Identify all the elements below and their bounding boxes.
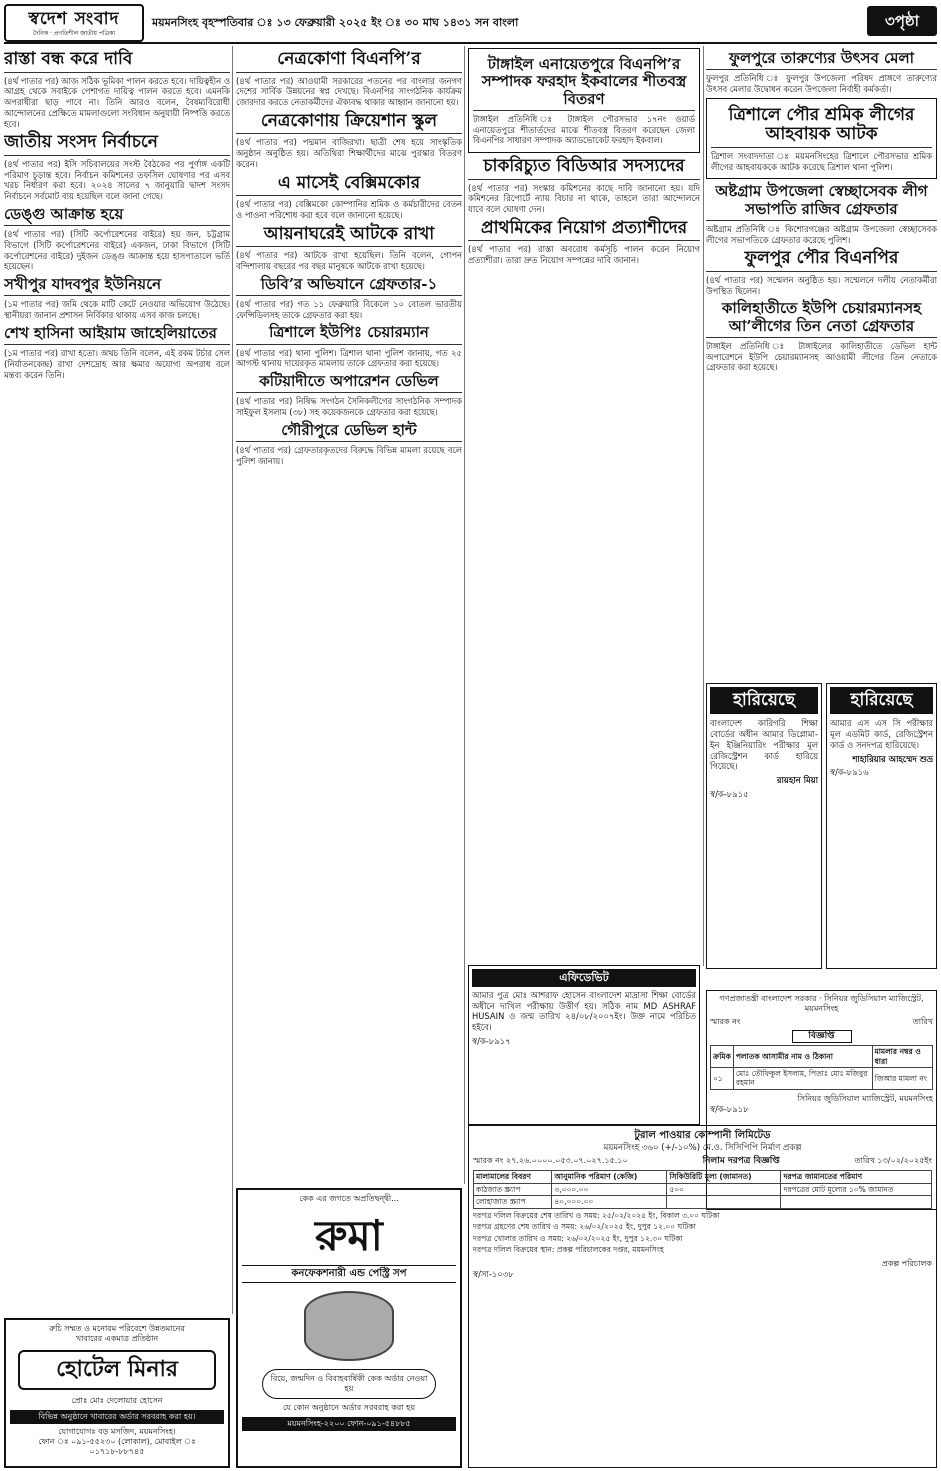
headline: জাতীয় সংসদ নির্বাচনে <box>4 133 230 156</box>
bakery-phone: ময়মনসিংহ-২২০০ ফোন-০৯১-৫৪৮৮৫ <box>242 1417 456 1431</box>
article-body: (৪র্থ পাতার পর) রাস্তা অবরোধ কর্মসূচি পালন করেন নিয়োগ প্রত্যাশীরা। তারা দ্রুত নিয়োগ সম্পন্নের দাবি জানান। <box>468 244 700 266</box>
headline: নেত্রকোণায় ক্রিয়েশান স্কুল <box>236 112 462 135</box>
table-row <box>711 1068 933 1090</box>
court-table <box>710 1045 933 1090</box>
table-cell: ৪০,০০০.০০ <box>552 1196 667 1208</box>
cake-image <box>304 1291 394 1361</box>
page-number: ৩পৃষ্ঠা <box>867 6 937 36</box>
column-1 <box>4 46 230 1314</box>
lost-notice-name: শাহারিয়ার আহম্মেদ শুভ্র <box>852 753 933 764</box>
lost-notice-name: রায়হান মিয়া <box>776 775 818 785</box>
table-cell <box>781 1196 932 1208</box>
bakery-name: রুমা <box>315 1211 383 1260</box>
lost-notice-title: হারিয়েছে <box>830 687 933 714</box>
table-cell: কাঠজাত স্ক্র্যাপ <box>474 1183 552 1195</box>
table-header-cell: আনুমানিক পরিমাণ (কেজি) <box>552 1171 667 1183</box>
column-3 <box>468 46 700 906</box>
headline: ডেঙ্গু আক্রান্ত হয়ে <box>4 206 230 226</box>
article-body: (৪র্থ পাতার পর) পদ্মমান বাজিরখা। ছাত্রী শেষ হয়ে সাংস্কৃতিক অনুষ্ঠান অনুষ্ঠিত হয়। অতিথিরা শিক্ষার্থীদের মাঝে পুরস্কার বিতরণ করেন। <box>236 137 462 169</box>
article-body: টাঙ্গাইল প্রতিনিধি ঃ টাঙ্গাইলের কালিহাতীতে ডেভিল হান্ট অপারেশনে ইউপি চেয়ারম্যানসহ আওয়ামী লীগের তিন নেতাকে গ্রেফতার করা হয়েছে। <box>706 340 937 373</box>
paper-tagline: দৈনিক · প্রগতিশীল জাতীয় পত্রিকা <box>33 29 115 37</box>
lost-notice <box>706 683 822 969</box>
article <box>236 112 462 170</box>
affidavit-ref: স্ব/ক-৮৯১৭ <box>472 1035 511 1046</box>
bakery-order: যে কোন অনুষ্ঠানে অর্ডার সরবরাহ করা হয় <box>282 1403 416 1412</box>
headline: কটিয়াদীতে অপারেশন ডেভিল <box>236 373 462 393</box>
headline: প্রাথমিকের নিয়োগ প্রত্যাশীদের <box>468 219 700 242</box>
lost-notice-ref: স্ব/ক-৮৯১৬ <box>830 767 869 778</box>
hotel-name: হোটেল মিনার <box>18 1350 216 1390</box>
table-header-cell: দরপত্র জামানতের পরিমাণ <box>781 1171 932 1183</box>
column-rule <box>464 46 465 1184</box>
bakery-advertisement <box>236 1188 462 1468</box>
article-body: (৪র্থ পাতার পর) সংস্কার কমিশনের কাছে দাবি জানানো হয়। যদি কমিশনের রিপোর্টে ন্যায় বিচার না থাকে, তাহলে তারা আন্দোলনে যাবে বলে ঘোষণা দেন। <box>468 182 700 215</box>
headline: ফুলপুর পৌর বিএনপির <box>706 249 937 272</box>
table-header <box>711 1046 933 1068</box>
ad-line: রুচি সম্মত ও মনোরম পরিবেশে উন্নতমানের <box>49 1324 185 1333</box>
table-header-cell: সিকিউরিটি মূল্য (জামানত) <box>667 1171 781 1183</box>
article <box>468 219 700 266</box>
paper-name: স্বদেশ সংবাদ <box>28 8 120 29</box>
article-body: (৪র্থ পাতার পর) বেক্সিমকো কোম্পানির শ্রমিক ও কর্মচারীদের বেতন ও পাওনা পরিশোধ করা হবে বলে জানানো হয়েছে। <box>236 199 462 220</box>
table-cell: লোহাজাত স্ক্র্যাপ <box>474 1196 552 1208</box>
article <box>706 249 937 296</box>
lost-notice-body: বাংলাদেশ কারিগরি শিক্ষা বোর্ডের অধীন আমার ডিপ্লোমা-ইন ইঞ্জিনিয়ারিং পরীক্ষার মূল রেজিস্ট্রেশন কার্ড হারিয়ে গিয়েছে। <box>710 718 818 772</box>
column-rule <box>703 46 704 966</box>
lost-notice <box>826 683 937 969</box>
headline: ত্রিশালে পৌর শ্রমিক লীগের আহবায়ক আটক <box>711 106 932 148</box>
article <box>706 183 937 245</box>
article <box>706 50 937 95</box>
article-body: ত্রিশাল সংবাদদাতা ঃ ময়মনসিংহের ত্রিশালে পৌরসভার শ্রমিক লীগের আহবায়ককে আটক করেছে ত্রিশাল থানা পুলিশ। <box>711 150 932 172</box>
article-body: (৪র্থ পাতার পর) গ্রেফতারকৃতদের বিরুদ্ধে বিভিন্ন মামলা রয়েছে বলে পুলিশ জানায়। <box>236 445 462 466</box>
headline: শেখ হাসিনা আইয়াম জাহেলিয়াতের <box>4 325 230 345</box>
article <box>706 300 937 373</box>
hotel-advertisement <box>4 1318 230 1468</box>
headline: গৌরীপুরে ডেভিল হান্ট <box>236 422 462 442</box>
table-header-cell: পলাতক আসামীর নাম ও ঠিকানা <box>733 1046 872 1068</box>
table-cell: দরপত্রের মোট মূল্যের ১০% জামানত <box>781 1183 932 1195</box>
headline: ফুলপুরে তারুণ্যের উৎসব মেলা <box>706 50 937 70</box>
table-cell <box>667 1196 781 1208</box>
article <box>4 325 230 381</box>
article <box>236 50 462 108</box>
article-body: (১ম পাতার পর) জমি থেকে মাটি কেটে নেওয়ার অভিযোগ উঠেছে। স্থানীয়রা জানান প্রশাসন নির্বিকার থাকায় এসব কাজ চলছে। <box>4 299 230 321</box>
article <box>236 324 462 369</box>
tender-ref: স্ব/সা-১০৩৮ <box>473 1268 514 1279</box>
headline: ডিবি’র অভিযানে গ্রেফতার-১ <box>236 276 462 296</box>
article-body: অষ্টগ্রাম প্রতিনিধি ঃ কিশোরগঞ্জের অষ্টগ্রাম উপজেলা স্বেচ্ছাসেবক লীগের সভাপতিকে গ্রেফতার করেছে পুলিশ। <box>706 223 937 245</box>
table-cell: জিআর মামলা নং <box>872 1068 932 1090</box>
article-body: (৪র্থ পাতার পর) আটকে রাখা হয়েছিল। তিনি বলেন, গোপন বন্দিশালায় বছরের পর বছর মানুষকে আটকে রাখা হয়েছে। <box>236 250 462 271</box>
headline: আয়নাঘরেই আটকে রাখা <box>236 225 462 248</box>
headline: ত্রিশালে ইউপিঃ চেয়ারম্যান <box>236 324 462 344</box>
lost-notice-body: আমার এস এস সি পরীক্ষার মূল এডমিট কার্ড, রেজিস্ট্রেশন কার্ড ও সনদপত্র হারিয়েছে। <box>830 718 933 750</box>
ad-line: খাবারের একমাত্র প্রতিষ্ঠান <box>75 1334 159 1343</box>
affidavit-body: আমার পুত্র মোঃ আশরাফ হোসেন বাংলাদেশ মাদ্রাসা শিক্ষা বোর্ডের অধীনে দাখিল পরীক্ষায় উত্তীর্ণ হয়। সঠিক নাম MD ASHRAF HUSAIN ও জন্ম তারিখ ২৪/০৮/২০০৭ইং। উক্ত নামে পরিচিত হইবে। <box>472 989 696 1032</box>
article <box>468 157 700 215</box>
article <box>4 50 230 129</box>
tender-table <box>473 1170 932 1208</box>
court-ref: স্মারক নং <box>710 1017 741 1026</box>
court-ref-no: স্ব/ক-৮৯১৮ <box>710 1103 749 1114</box>
tender-note: দরপত্র গ্রহণের শেষ তারিখ ও সময়: ২৬/০২/২০২৫ ইং, দুপুর ১২.০০ ঘটিকা <box>473 1222 696 1232</box>
article <box>236 422 462 467</box>
article <box>236 174 462 221</box>
article <box>236 276 462 321</box>
table-header-cell: মামলার নম্বর ও ধারা <box>872 1046 932 1068</box>
table-header-cell: মালামালের বিবরণ <box>474 1171 552 1183</box>
column-rule <box>232 46 233 1314</box>
article-body: (৪র্থ পাতার পর) আজ সঠিক ভূমিকা পালন করতে হবে। দায়িত্বহীন ও আগ্রহ থেকে সবাইকে পেশাগত দায়িত্ব পালন করতে হবে। এমনকি অপরাধীরা ছাড় পাবে না। তিনি আরও বলেন, বৈষম্যবিরোধী আন্দোলনের প্রেক্ষিতে মামলাগুলো সংবিধান অনুযায়ী নিষ্পত্তি করতে হবে। <box>4 75 230 129</box>
tender-note: দরপত্র খোলার তারিখ ও সময়: ২৬/০২/২০২৫ ইং, দুপুর ১২.৩০ ঘটিকা <box>473 1233 683 1243</box>
article-body: (৪র্থ পাতার পর) গত ১১ ফেব্রুয়ারি বিকেলে ১০ বোতল ভারতীয় ফেন্সিডিলসহ তাকে গ্রেফতার করা হয়। <box>236 298 462 320</box>
headline: টাঙ্গাইল এনায়েতপুরে বিএনপি’র সম্পাদক ফরহাদ ইকবালের শীতবস্ত্র বিতরণ <box>473 56 695 111</box>
article <box>468 48 700 153</box>
article <box>4 133 230 202</box>
table-cell: ৫০০ <box>667 1183 781 1195</box>
table-row <box>474 1183 932 1195</box>
tender-title: নিলাম দরপত্র বিজ্ঞপ্তি <box>702 1156 780 1167</box>
table-row <box>474 1196 932 1208</box>
headline: অষ্টগ্রাম উপজেলা স্বেচ্ছাসেবক লীগ সভাপতি রাজিব গ্রেফতার <box>706 183 937 221</box>
article <box>706 98 937 180</box>
table-cell: ০১ <box>711 1068 734 1090</box>
article-body: (৪র্থ পাতার পর) নিষিদ্ধ সংগঠন সৈনিকলীগের সাংগঠনিক সম্পাদক সাইফুল ইসলাম (৩৮) সহ কয়েকজনকে গ্রেফতার করা হয়েছে। <box>236 396 462 418</box>
article <box>4 206 230 272</box>
newspaper-logo <box>4 4 144 42</box>
hotel-owner: প্রোঃ মোঃ দেলোয়ার হোসেন <box>71 1395 163 1405</box>
hotel-address: যোগাযোগঃ বড় মসজিদ, ময়মনসিংহ। <box>58 1426 176 1436</box>
tender-note: দরপত্র দলিল বিক্রয়ের শেষ তারিখ ও সময়: ২৫/০২/২০২৫ ইং, বিকাল ৩.০০ ঘটিকা <box>473 1210 720 1220</box>
bakery-quote: বিয়ে, জন্মদিন ও বিবাহবার্ষিকী কেক অর্ডার নেওয়া হয় <box>262 1369 436 1399</box>
article-body: (৪র্থ পাতার পর) থানা পুলিশ। ত্রিশাল থানা পুলিশ জানায়, গত ২৫ আগস্ট থানায় দায়েরকৃত মামলায় তাকে গ্রেফতার করা হয়েছে। <box>236 347 462 369</box>
court-signature: সিনিয়র জুডিসিয়াল ম্যাজিস্ট্রেট, ময়মনসিংহ <box>797 1093 933 1103</box>
lost-notice-ref: স্ব/ক-৮৯১৫ <box>710 788 749 799</box>
table-cell: মোঃ তৌফিকুল ইসলাম, পিতাঃ মোঃ মজিবুর রহমান <box>733 1068 872 1090</box>
article-body: (১ম পাতার পর) রাখা হতো। অথচ তিনি বলেন, এই রকম টর্চার সেল (নির্যাতনকেন্দ্র) রাখা দেশদ্রোহ আর ক্ষমার অযোগ্য অপরাধ বলে মন্তব্য করেন তিনি। <box>4 348 230 380</box>
affidavit-title: এফিডেভিট <box>472 969 696 987</box>
tender-meta <box>473 1156 932 1167</box>
tender-company: টুরাল পাওয়ার কোম্পানী লিমিটেড <box>634 1130 771 1141</box>
headline: এ মাসেই বেক্সিমকোর <box>236 174 462 197</box>
article <box>236 373 462 418</box>
tender-project: ময়মনসিংহ ৩৬০ (+/-১০%) মে.ও. সিসিপিপি নির্মাণ প্রকল্প <box>603 1142 802 1153</box>
headline: সখীপুর যাদবপুর ইউনিয়নে <box>4 276 230 296</box>
table-header-cell: ক্রমিক <box>711 1046 734 1068</box>
bakery-subtitle: কনফেকশনারী এন্ড পেস্ট্রি সপ <box>242 1265 456 1284</box>
headline: চাকরিচ্যুত বিডিআর সদস্যদের <box>468 157 700 180</box>
bakery-tagline: কেক এর জগতে অপ্রতিদ্বন্দ্বী... <box>299 1194 399 1203</box>
article-body: (৪র্থ পাতার পর) আওয়ামী সরকারের পতনের পর বাংলার জনগণ দেশের সার্বিক উন্নয়নের স্বপ্ন দেখছে। বিএনপির সাংগঠনিক কার্যক্রম জোরদার করতে নেতাকর্মীদের ঐক্যবদ্ধ থাকার আহ্বান জানানো হয়। <box>236 75 462 108</box>
article-body: ফুলপুর প্রতিনিধি ঃ ফুলপুর উপজেলা পরিষদ প্রাঙ্গণে তারুণ্যের উৎসব মেলার উদ্বোধন করেন উপজেলা নির্বাহী কর্মকর্তা। <box>706 73 937 94</box>
headline: নেত্রকোণা বিএনপি’র <box>236 50 462 73</box>
article-body: (৪র্থ পাতার পর) সম্মেলন অনুষ্ঠিত হয়। সম্মেলনে দলীয় নেতাকর্মীরা উপস্থিত ছিলেন। <box>706 274 937 296</box>
article <box>236 225 462 272</box>
lost-notice-title: হারিয়েছে <box>710 687 818 714</box>
court-date: তারিখ <box>912 1017 933 1026</box>
court-header: গণপ্রজাতন্ত্রী বাংলাদেশ সরকার · সিনিয়র জুডিসিয়াল ম্যাজিস্ট্রেট, ময়মনসিংহ <box>719 994 924 1013</box>
hotel-phone: ফোন ঃ ০৯১-৫৫২৩০ (লোকাল), মোবাইল ঃ ০১৭১৮-৮৮৭৪৫ <box>38 1436 196 1456</box>
tender-date: তারিখ ১৩/০২/২০২৫ইং <box>854 1156 932 1166</box>
article-body: (৪র্থ পাতার পর) (সিটি কর্পোরেশনের বাইরে) হয় জন, চট্টগ্রাম বিভাগে (সিটি কর্পোরেশনের বাইরে) একজন, ঢাকা বিভাগে (সিটি কর্পোরেশনের বাইরে) দুইজন ডেঙ্গু আক্রান্ত হয়ে হাসপাতালে ভর্তি হয়েছেন। <box>4 229 230 272</box>
article-body: টাঙ্গাইল প্রতিনিধি ঃ টাঙ্গাইল পৌরসভার ১৭নং ওয়ার্ড এনায়েতপুরে শীতার্তদের মাঝে শীতবস্ত্র বিতরণ করেছেন জেলা বিএনপির সাধারণ সম্পাদক অ্যাডভোকেট ফরহাদ ইকবাল। <box>473 113 695 146</box>
masthead <box>4 4 937 44</box>
tender-memo: স্মারক নং ২৭.২৬.০০০০.০৫৩.০৭.০২৭.১৫.১০ <box>473 1156 628 1166</box>
court-notice-title: বিজ্ঞপ্তি <box>792 1030 852 1043</box>
tender-note: দরপত্র দলিল বিক্রয়ের স্থান: প্রকল্প পরিচালকের দপ্তর, ময়মনসিংহ <box>473 1245 664 1255</box>
tender-notes <box>473 1211 932 1255</box>
table-cell: ৩,০০০.০০ <box>552 1183 667 1195</box>
dateline: ময়মনসিংহ বৃহস্পতিবার ঃ ১৩ ফেব্রুয়ারী ২০২৫ ইং ঃ ৩০ মাঘ ১৪৩১ সন বাংলা <box>152 16 519 29</box>
court-ref-row <box>710 1017 933 1027</box>
table-header <box>474 1171 932 1183</box>
article-body: (৪র্থ পাতার পর) ইসি সচিবালয়ের সংস্ট বৈঠকের পর পুর্ণাঙ্গ একটি পরিমাণ চূড়ান্ত হবে। নির্বাচন কমিশনের তফসিল ঘোষণার পর এসব খরচ নির্ধারণ করা হবে। ২০২৪ সালের ৭ জানুয়ারি দ্বাদশ সংসদ নির্বাচনে সর্বমোট ব্যয় হয়েছিল বলে জানা গেছে। <box>4 158 230 202</box>
affidavit-notice <box>468 965 700 1125</box>
article <box>4 276 230 321</box>
column-2 <box>236 46 462 1184</box>
headline: কালিহাতীতে ইউপি চেয়ারম্যানসহ আ’লীগের তিন নেতা গ্রেফতার <box>706 300 937 338</box>
headline: রাস্তা বন্ধ করে দাবি <box>4 50 230 73</box>
hotel-strip: বিভিন্ন অনুষ্ঠানে খাবারের অর্ডার সরবরাহ করা হয়। <box>10 1410 224 1424</box>
tender-signature: প্রকল্প পরিচালক <box>881 1258 932 1268</box>
tender-notice <box>468 1125 937 1468</box>
